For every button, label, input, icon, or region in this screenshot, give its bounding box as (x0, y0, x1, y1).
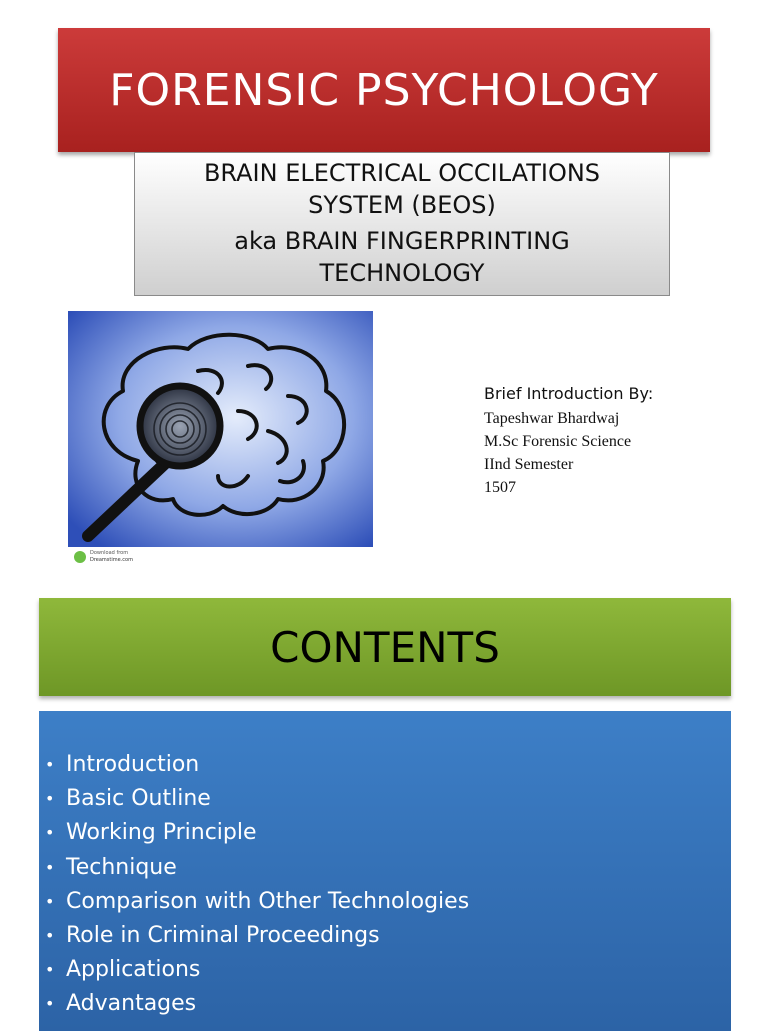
bullet-icon: • (45, 755, 55, 774)
intro-block (484, 384, 653, 499)
brain-fingerprint-image (68, 311, 373, 571)
subtitle-line-3: aka BRAIN FINGERPRINTING (234, 227, 570, 255)
bullet-icon: • (45, 823, 55, 843)
subtitle-line-4: TECHNOLOGY (319, 259, 485, 287)
download-caption: Download from (90, 550, 129, 556)
author-course: M.Sc Forensic Science (484, 433, 632, 450)
dreamstime-caption: Dreamstime.com (90, 557, 133, 563)
list-item: • Advantages (45, 987, 731, 1021)
bullet-icon: • (45, 960, 55, 980)
list-item: • Comparison with Other Technologies (45, 885, 731, 919)
brain-magnifier-illustration (68, 311, 373, 571)
contents-banner (39, 598, 731, 696)
author-roll: 1507 (484, 479, 516, 496)
bullet-icon: • (45, 789, 55, 809)
list-item: • Working Principle (45, 816, 731, 850)
subtitle-line-2: SYSTEM (BEOS) (308, 191, 496, 219)
intro-heading: Brief Introduction By: (484, 384, 654, 403)
bullet-icon: • (45, 891, 55, 911)
contents-list (39, 711, 731, 1022)
list-item: • Technique (45, 851, 731, 885)
author-name: Tapeshwar Bhardwaj (484, 410, 620, 427)
bullet-icon: • (45, 994, 55, 1014)
contents-title: CONTENTS (270, 622, 500, 672)
subtitle-box (134, 152, 670, 296)
slide-title: FORENSIC PSYCHOLOGY (109, 64, 659, 116)
list-item: • Basic Outline (45, 782, 731, 816)
contents-list-box (39, 711, 731, 1031)
list-item: • Introduction (45, 748, 731, 782)
list-item: • Role in Criminal Proceedings (45, 919, 731, 953)
bullet-icon: • (45, 857, 55, 877)
bullet-icon: • (45, 925, 55, 945)
author-semester: IInd Semester (484, 456, 574, 473)
title-banner (58, 28, 710, 152)
dreamstime-logo-icon (74, 551, 86, 563)
subtitle-line-1: BRAIN ELECTRICAL OCCILATIONS (203, 159, 601, 187)
list-item: • Applications (45, 953, 731, 987)
